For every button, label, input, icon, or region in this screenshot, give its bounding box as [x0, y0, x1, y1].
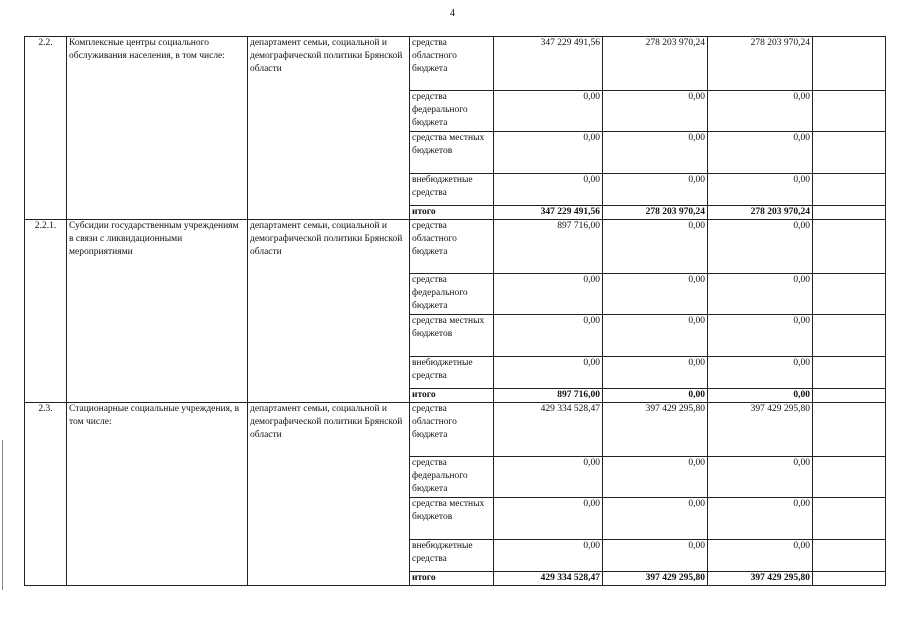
item-name: Комплексные центры социального обслуживания населения, в том числе: — [67, 37, 248, 220]
amount-v3: 278 203 970,24 — [708, 37, 813, 91]
scan-edge-mark — [2, 440, 3, 590]
empty-cell — [813, 357, 886, 389]
table-row — [25, 220, 886, 274]
amount-v1: 429 334 528,47 — [494, 572, 603, 586]
total-label: итого — [410, 572, 494, 586]
amount-v2: 0,00 — [603, 389, 708, 403]
responsible-department: департамент семьи, социальной и демографической политики Брянской области — [248, 220, 410, 403]
empty-cell — [813, 274, 886, 315]
empty-cell — [813, 498, 886, 540]
funding-source: средства местных бюджетов — [410, 498, 494, 540]
funding-source: внебюджетные средства — [410, 174, 494, 206]
table-row — [25, 403, 886, 457]
amount-v3: 0,00 — [708, 132, 813, 174]
empty-cell — [813, 220, 886, 274]
amount-v2: 0,00 — [603, 357, 708, 389]
table-row — [25, 37, 886, 91]
amount-v1: 347 229 491,56 — [494, 37, 603, 91]
amount-v3: 397 429 295,80 — [708, 572, 813, 586]
amount-v3: 0,00 — [708, 315, 813, 357]
funding-source: средства местных бюджетов — [410, 132, 494, 174]
amount-v3: 0,00 — [708, 274, 813, 315]
amount-v1: 347 229 491,56 — [494, 206, 603, 220]
amount-v1: 429 334 528,47 — [494, 403, 603, 457]
amount-v1: 897 716,00 — [494, 220, 603, 274]
empty-cell — [813, 457, 886, 498]
amount-v1: 0,00 — [494, 132, 603, 174]
amount-v2: 0,00 — [603, 498, 708, 540]
amount-v2: 0,00 — [603, 315, 708, 357]
amount-v3: 0,00 — [708, 357, 813, 389]
amount-v1: 0,00 — [494, 274, 603, 315]
amount-v2: 278 203 970,24 — [603, 206, 708, 220]
responsible-department: департамент семьи, социальной и демографической политики Брянской области — [248, 403, 410, 586]
amount-v2: 0,00 — [603, 91, 708, 132]
empty-cell — [813, 132, 886, 174]
amount-v3: 0,00 — [708, 498, 813, 540]
budget-table — [24, 36, 886, 586]
amount-v2: 397 429 295,80 — [603, 572, 708, 586]
item-code: 2.2.1. — [25, 220, 67, 403]
amount-v2: 0,00 — [603, 132, 708, 174]
empty-cell — [813, 315, 886, 357]
item-code: 2.3. — [25, 403, 67, 586]
amount-v2: 397 429 295,80 — [603, 403, 708, 457]
funding-source: средства областного бюджета — [410, 220, 494, 274]
amount-v2: 278 203 970,24 — [603, 37, 708, 91]
amount-v3: 0,00 — [708, 220, 813, 274]
amount-v2: 0,00 — [603, 174, 708, 206]
amount-v2: 0,00 — [603, 274, 708, 315]
item-code: 2.2. — [25, 37, 67, 220]
funding-source: средства федерального бюджета — [410, 91, 494, 132]
empty-cell — [813, 174, 886, 206]
page-number: 4 — [450, 8, 455, 19]
empty-cell — [813, 403, 886, 457]
total-label: итого — [410, 389, 494, 403]
empty-cell — [813, 37, 886, 91]
amount-v1: 0,00 — [494, 498, 603, 540]
amount-v2: 0,00 — [603, 220, 708, 274]
empty-cell — [813, 540, 886, 572]
amount-v1: 897 716,00 — [494, 389, 603, 403]
amount-v3: 278 203 970,24 — [708, 206, 813, 220]
responsible-department: департамент семьи, социальной и демографической политики Брянской области — [248, 37, 410, 220]
amount-v1: 0,00 — [494, 91, 603, 132]
funding-source: средства областного бюджета — [410, 37, 494, 91]
amount-v1: 0,00 — [494, 357, 603, 389]
empty-cell — [813, 572, 886, 586]
funding-source: внебюджетные средства — [410, 540, 494, 572]
funding-source: средства местных бюджетов — [410, 315, 494, 357]
empty-cell — [813, 206, 886, 220]
amount-v3: 0,00 — [708, 91, 813, 132]
amount-v3: 0,00 — [708, 389, 813, 403]
funding-source: средства федерального бюджета — [410, 274, 494, 315]
funding-source: средства федерального бюджета — [410, 457, 494, 498]
amount-v1: 0,00 — [494, 174, 603, 206]
amount-v1: 0,00 — [494, 315, 603, 357]
funding-source: внебюджетные средства — [410, 357, 494, 389]
amount-v3: 0,00 — [708, 174, 813, 206]
total-label: итого — [410, 206, 494, 220]
amount-v3: 397 429 295,80 — [708, 403, 813, 457]
item-name: Субсидии государственным учреждениям в связи с ликвидационными мероприятиями — [67, 220, 248, 403]
amount-v3: 0,00 — [708, 540, 813, 572]
empty-cell — [813, 389, 886, 403]
amount-v2: 0,00 — [603, 540, 708, 572]
amount-v2: 0,00 — [603, 457, 708, 498]
amount-v1: 0,00 — [494, 457, 603, 498]
amount-v1: 0,00 — [494, 540, 603, 572]
amount-v3: 0,00 — [708, 457, 813, 498]
item-name: Стационарные социальные учреждения, в том числе: — [67, 403, 248, 586]
empty-cell — [813, 91, 886, 132]
funding-source: средства областного бюджета — [410, 403, 494, 457]
